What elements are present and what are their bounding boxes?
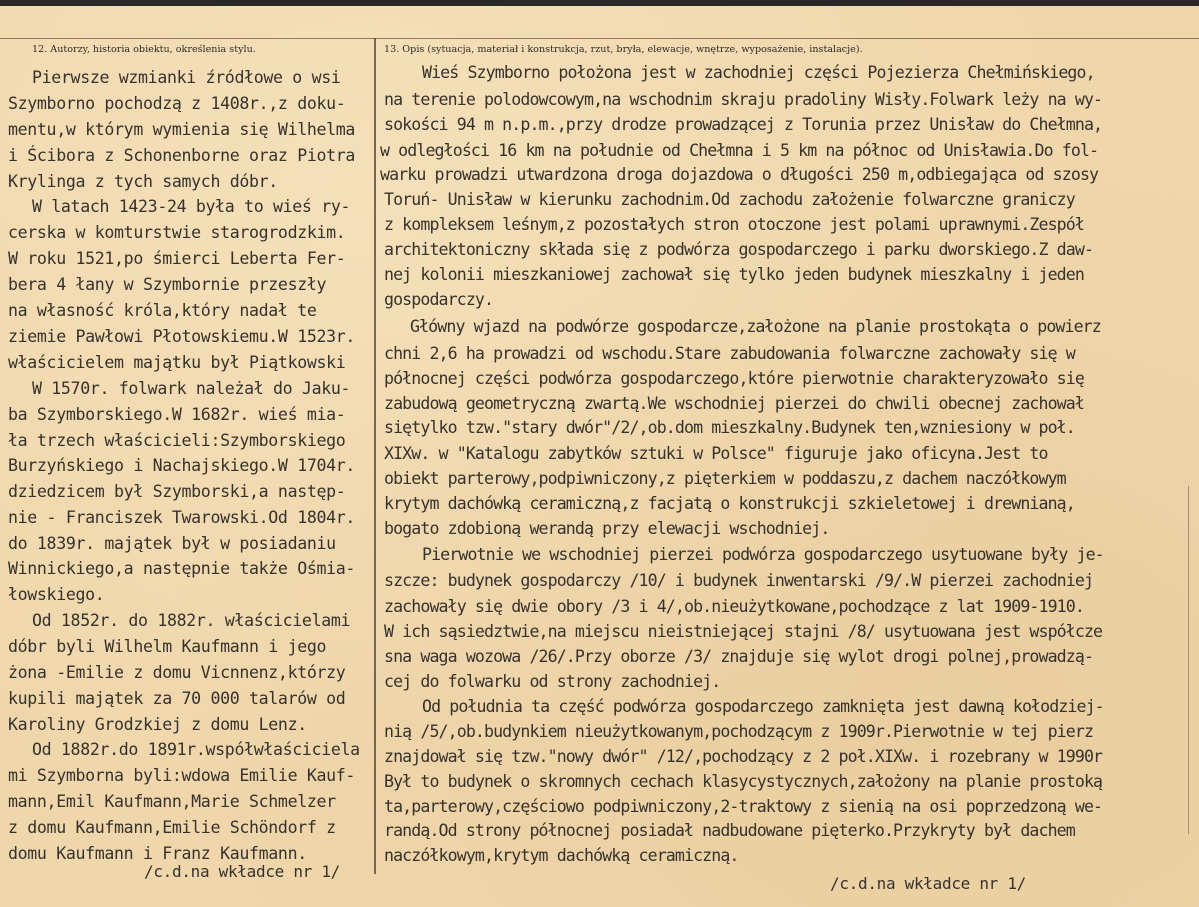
text-line: naczółkowym,krytym dachówką ceramiczną. [384,846,739,865]
document-sheet [0,6,1199,907]
text-line: bera 4 łany w Szymbornie przeszły [8,275,327,294]
text-line: domu Kaufmann i Franz Kaufmann. [8,844,307,863]
text-line: nią /5/,ob.budynkiem nieużytkowanym,pochodzącym z 1909r.Pierwotnie w tej pierz [384,722,1094,741]
text-line: W roku 1521,po śmierci Leberta Fer- [8,249,346,268]
text-line: nie - Franciszek Twarowski.Od 1804r. [8,508,356,527]
text-line: Krylinga z tych samych dóbr. [8,172,278,191]
text-line: żona -Emilie z domu Vicnnenz,którzy [8,663,346,682]
text-line: Karoliny Grodzkiej z domu Lenz. [8,715,307,734]
text-line: Pierwotnie we wschodniej pierzei podwórza gospodarczego usytuowane były je- [422,545,1104,564]
text-line: ziemie Pawłowi Płotowskiemu.W 1523r. [8,327,356,346]
text-line: Szymborno pochodzą z 1408r.,z doku- [8,94,346,113]
text-line: Burzyńskiego i Nachajskiego.W 1704r. [8,456,356,475]
text-line: gospodarczy. [384,290,494,309]
text-line: Wieś Szymborno położona jest w zachodniej części Pojezierza Chełmińskiego, [422,63,1095,82]
text-line: siętylko tzw."stary dwór"/2/,ob.dom mieszkalny.Budynek ten,wzniesiony w poł. [384,418,1075,437]
text-line: W latach 1423-24 była to wieś ry- [32,197,351,216]
text-line: zachowały się dwie obory /3 i 4/,ob.nieużytkowane,pochodzące z lat 1909-1910. [384,597,1084,616]
text-line: właścicielem majątku był Piątkowski [8,353,346,372]
header-rule [0,38,1199,39]
text-line: mann,Emil Kaufmann,Marie Schmelzer [8,792,336,811]
text-line: chni 2,6 ha prowadzi od wschodu.Stare zabudowania folwarczne zachowały się w [384,344,1075,363]
text-line: łowskiego. [8,585,105,604]
text-line: Był to budynek o skromnych cechach klasycystycznych,założony na planie prostoką [384,772,1103,791]
text-line: kupili majątek za 70 000 talarów od [8,689,346,708]
text-line: Od południa ta część podwórza gospodarczego zamknięta jest dawną kołodziej- [422,697,1104,716]
text-line: w odległości 16 km na południe od Chełmna i 5 km na północ od Unisławia.Do fol- [380,141,1099,160]
text-line: Od 1852r. do 1882r. właścicielami [32,611,351,630]
text-line: dóbr byli Wilhelm Kaufmann i jego [8,637,327,656]
text-line: na własność króla,który nadał te [8,301,317,320]
text-line: ła trzech właścicieli:Szymborskiego [8,431,346,450]
right-column-heading: 13. Opis (sytuacja, materiał i konstrukcja, rzut, bryła, elewacje, wnętrze, wyposażenie, instalacje). [384,44,863,55]
text-line: W 1570r. folwark należał do Jaku- [32,379,351,398]
text-line: cej do folwarku od strony zachodniej. [384,672,721,691]
text-line: Toruń- Unisław w kierunku zachodnim.Od zachodu założenie folwarczne graniczy [384,190,1075,209]
text-line: mentu,w którym wymienia się Wilhelma [8,120,356,139]
text-line: sna waga wozowa /26/.Przy oborze /3/ znajduje się wylot drogi polnej,prowadzą- [384,647,1094,666]
text-line: Główny wjazd na podwórze gospodarcze,założone na planie prostokąta o powierz [410,317,1101,336]
text-line: warku prowadzi utwardzona droga dojazdowa o długości 250 m,odbiegająca od szosy [380,165,1099,184]
text-line: i Ścibora z Schonenborne oraz Piotra [8,146,356,165]
text-line: Pierwsze wzmianki źródłowe o wsi [32,68,341,87]
text-line: bogato zdobioną werandą przy elewacji wschodniej. [384,519,830,538]
text-line: krytym dachówką ceramiczną,z facjatą o konstrukcji szkieletowej i drewnianą, [384,494,1075,513]
text-line: sokości 94 m n.p.m.,przy drodze prowadzącej z Torunia przez Unisław do Chełmna, [384,115,1103,134]
text-line: dziedzicem był Szymborski,a następ- [8,482,346,501]
left-column-footer: /c.d.na wkładce nr 1/ [144,862,340,881]
text-line: Winnickiego,a następnie także Ośmia- [8,559,356,578]
text-line: północnej części podwórza gospodarczego,które pierwotnie charakteryzowało się [384,369,1084,388]
text-line: cerska w komturstwie starogrodzkim. [8,223,346,242]
text-line: znajdował się tzw."nowy dwór" /12/,pochodzący z 2 poł.XIXw. i rozebrany w 1990r [384,747,1103,766]
text-line: XIXw. w "Katalogu zabytków sztuki w Polsce" figuruje jako oficyna.Jest to [384,444,1048,463]
text-line: ta,parterowy,częściowo podpiwniczony,2-traktowy z sienią na osi poprzedzoną we- [384,797,1103,816]
text-line: z kompleksem leśnym,z pozostałych stron otoczone jest polami uprawnymi.Zespół [384,215,1084,234]
text-line: na terenie polodowcowym,na wschodnim skraju pradoliny Wisły.Folwark leży na wy- [384,90,1103,109]
margin-rule [1188,486,1189,834]
text-line: zabudową geometryczną zwartą.We wschodniej pierzei do chwili obecnej zachował [384,394,1084,413]
text-line: z domu Kaufmann,Emilie Schöndorf z [8,818,336,837]
text-line: do 1839r. majątek był w posiadaniu [8,534,336,553]
left-column-heading: 12. Autorzy, historia obiektu, określenia stylu. [32,44,256,55]
text-line: obiekt parterowy,podpiwniczony,z pięterkiem w poddaszu,z dachem naczółkowym [384,469,1066,488]
text-line: mi Szymborna byli:wdowa Emilie Kauf- [8,766,356,785]
right-column-footer: /c.d.na wkładce nr 1/ [830,874,1026,893]
column-divider [374,38,376,874]
text-line: randą.Od strony północnej posiadał nadbudowane pięterko.Przykryty był dachem [384,821,1075,840]
text-line: Od 1882r.do 1891r.współwłaściciela [32,740,360,759]
text-line: W ich sąsiedztwie,na miejscu nieistniejącej stajni /8/ usytuowana jest współcze [384,622,1103,641]
text-line: architektoniczny składa się z podwórza gospodarczego i parku dworskiego.Z daw- [384,240,1094,259]
text-line: ba Szymborskiego.W 1682r. wieś mia- [8,405,346,424]
text-line: nej kolonii mieszkaniowej zachował się tylko jeden budynek mieszkalny i jeden [384,265,1084,284]
text-line: szcze: budynek gospodarczy /10/ i budynek inwentarski /9/.W pierzei zachodniej [384,571,1094,590]
